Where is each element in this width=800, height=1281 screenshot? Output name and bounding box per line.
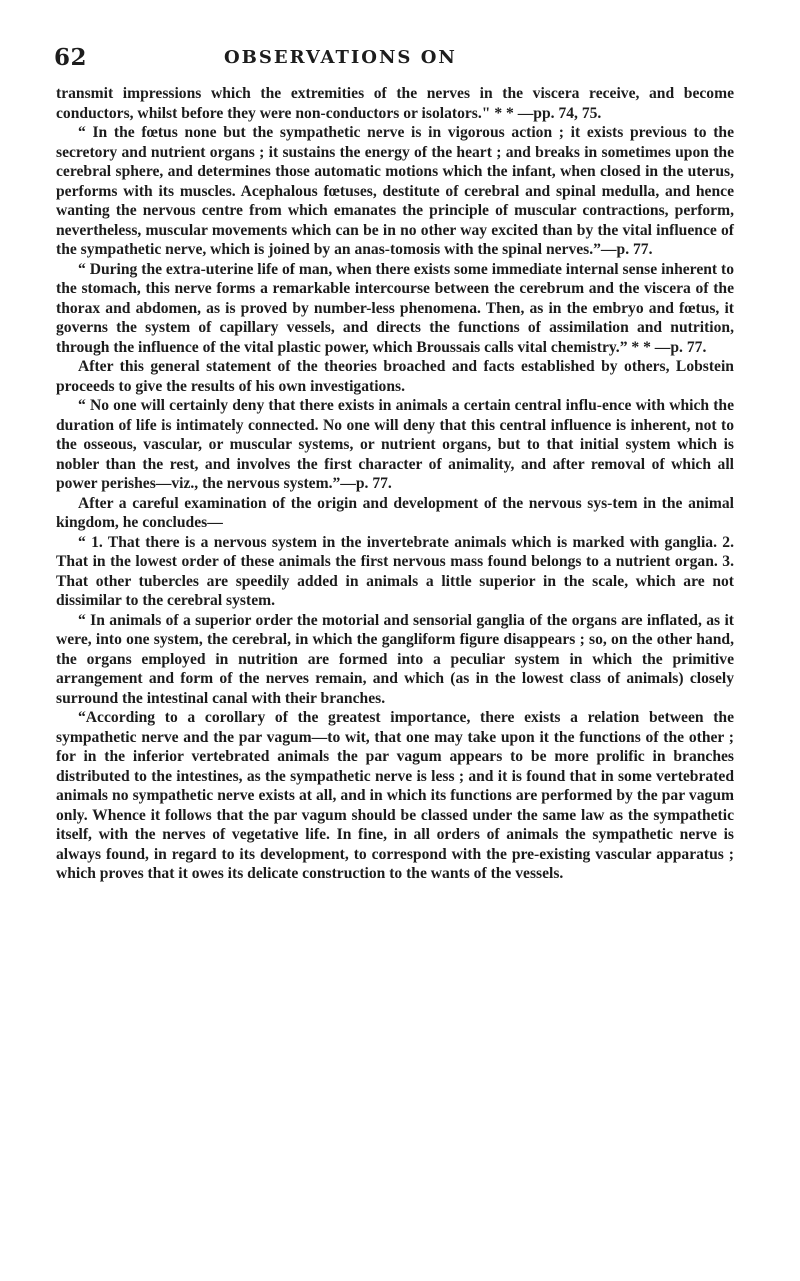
paragraph-continued: transmit impressions which the extremities of the nerves in the viscera receive, and become conductors, whilst before they were non-conductors or isolators." * * —pp. 74, 75.	[56, 85, 734, 122]
paragraph: “According to a corollary of the greatest importance, there exists a relation between the sympathetic nerve and the par vagum—to wit, that one may take upon it the functions of the other ; for in the inferior vertebrated animals the par vagum appears to be more prolific in branches distributed to the intestines, as the sympathetic nerve is less ; and it is found that in some vertebrated animals no sympathetic nerve exists at all, and in which its functions are performed by the par vagum only. Whence it follows that the par vagum should be classed under the same law as the sympathetic itself, with the nerves of vegetative life. In fine, in all orders of animals the sympathetic nerve is always found, in regard to its development, to correspond with the pre-existing vascular apparatus ; which proves that it owes its delicate construction to the wants of the vessels.	[56, 709, 734, 882]
body-text	[56, 84, 734, 884]
paragraph: “ 1. That there is a nervous system in the invertebrate animals which is marked with ganglia. 2. That in the lowest order of these animals the first nervous mass found belongs to a nutrient organ. 3. That other tubercles are speedily added in animals a little superior in the scale, which are not dissimilar to the cerebral system.	[56, 533, 734, 609]
page-number: 62	[54, 44, 88, 71]
paragraph: After a careful examination of the origin and development of the nervous sys-tem in the animal kingdom, he concludes—	[56, 494, 734, 531]
paragraph: “ In animals of a superior order the motorial and sensorial ganglia of the organs are inflated, as it were, into one system, the cerebral, in which the gangliform figure disappears ; so, on the other hand, the organs employed in nutrition are formed into a peculiar system in which the primitive arrangement and form of the nerves remain, and which (as in the lowest class of animals) closely surround the intestinal canal with their branches.	[56, 611, 734, 707]
running-title: OBSERVATIONS ON	[224, 47, 457, 68]
paragraph: “ No one will certainly deny that there exists in animals a certain central influ-ence with which the duration of life is intimately connected. No one will deny that this central influence is inherent, not to the osseous, vascular, or muscular systems, or nutrient organs, but to that initial system which is nobler than the rest, and involves the first character of animality, and after removal of which all power perishes—viz., the nervous system.”—p. 77.	[56, 397, 734, 492]
running-header	[56, 44, 734, 72]
paragraph: After this general statement of the theories broached and facts established by others, Lobstein proceeds to give the results of his own investigations.	[56, 358, 734, 395]
paragraph: “ During the extra-uterine life of man, when there exists some immediate internal sense inherent to the stomach, this nerve forms a remarkable intercourse between the cerebrum and the viscera of the thorax and abdomen, as is proved by number-less phenomena. Then, as in the embryo and fœtus, it governs the system of capillary vessels, and directs the functions of assimilation and nutrition, through the influence of the vital plastic power, which Broussais calls vital chemistry.” * * —p. 77.	[56, 260, 734, 356]
book-page	[56, 44, 734, 884]
paragraph: “ In the fœtus none but the sympathetic nerve is in vigorous action ; it exists previous to the secretory and nutrient organs ; it sustains the energy of the heart ; and breaks in sometimes upon the cerebral sphere, and determines those automatic motions which the infant, when closed in the uterus, performs with its muscles. Acephalous fœtuses, destitute of cerebral and spinal medulla, and hence wanting the nervous centre from which emanates the principle of muscular contractions, perform, nevertheless, muscular movements which can be in no other way excited than by the vital influence of the sympathetic nerve, which is joined by an anas-tomosis with the spinal nerves.”—p. 77.	[56, 124, 734, 258]
